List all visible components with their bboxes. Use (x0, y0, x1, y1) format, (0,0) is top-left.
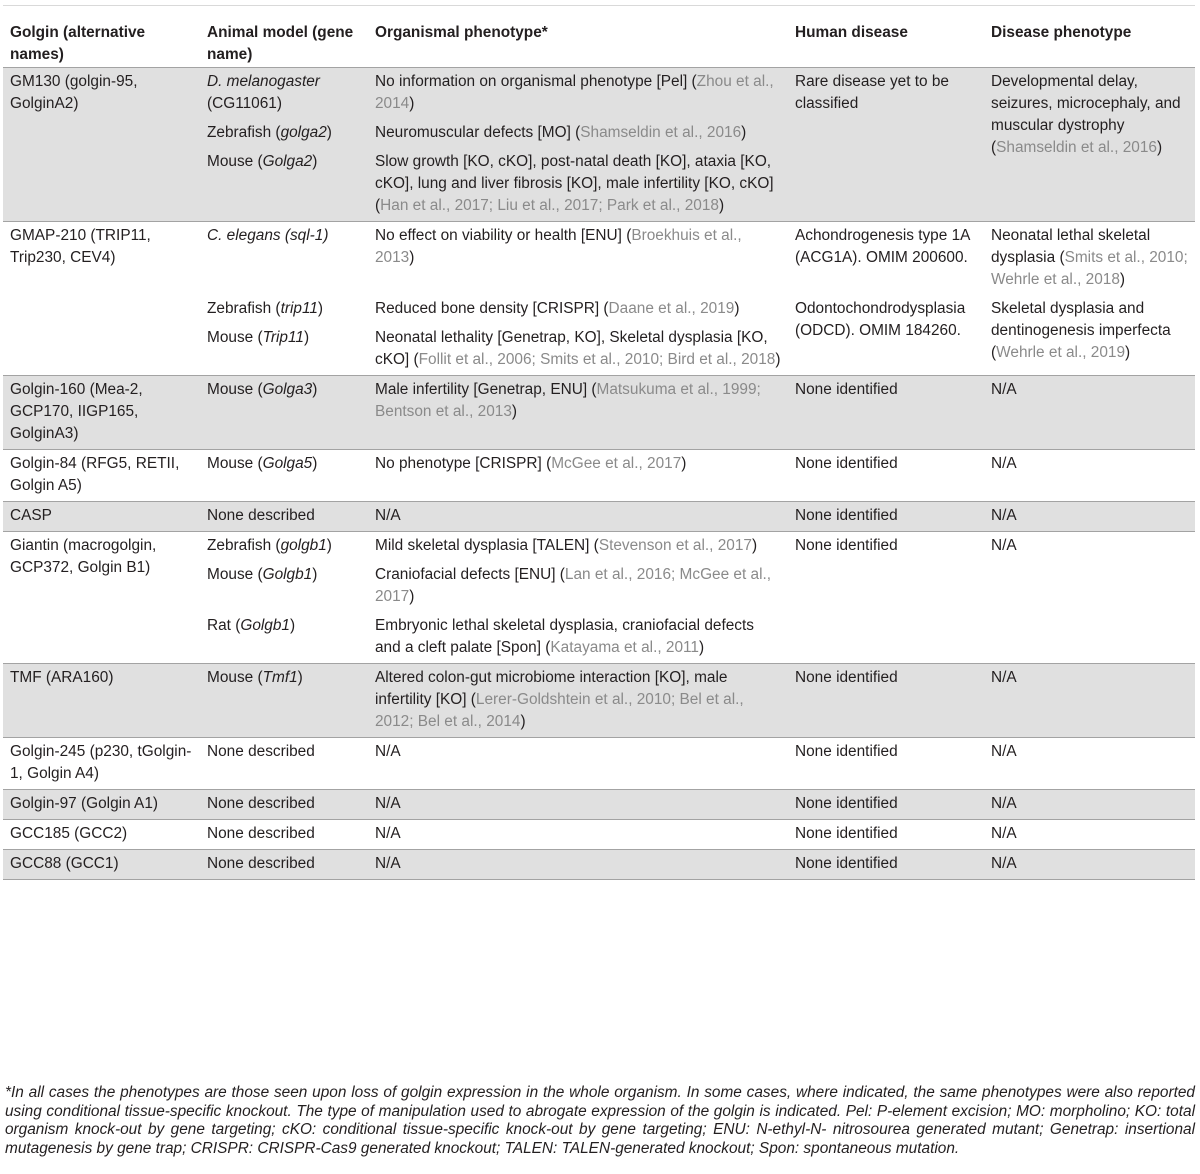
human-disease-cell: None identified (788, 850, 984, 880)
organismal-phenotype-cell (368, 664, 788, 738)
golgin-name-cell: GMAP-210 (TRIP11, Trip230, CEV4) (3, 222, 200, 376)
phenotype-text: N/A (375, 855, 401, 872)
organismal-phenotype-cell (368, 561, 788, 612)
phenotype-close-paren: ) (409, 249, 415, 266)
animal-name: C. elegans (sql-1) (207, 227, 329, 244)
organismal-phenotype-cell (368, 532, 788, 562)
human-disease-cell: None identified (788, 820, 984, 850)
phenotype-text: No phenotype [CRISPR] ( (375, 455, 552, 472)
phenotype-close-paren: ) (741, 124, 747, 141)
gene-name: golga2 (280, 124, 327, 141)
animal-model-cell (200, 820, 368, 850)
disease-phenotype-cell (984, 738, 1195, 790)
organismal-phenotype-cell (368, 450, 788, 502)
animal-model-cell (200, 664, 368, 738)
human-disease-cell: None identified (788, 450, 984, 502)
gene-name: (CG11061) (207, 95, 282, 112)
animal-name: Mouse ( (207, 455, 263, 472)
gene-name: Tmf1 (262, 669, 298, 686)
disease-phenotype-cell (984, 561, 1195, 612)
table-row (3, 450, 1195, 502)
human-disease-cell: Odontochondrodysplasia (ODCD). OMIM 184260. (795, 300, 966, 339)
phenotype-close-paren: ) (751, 537, 758, 554)
gene-name: Golga2 (262, 153, 313, 170)
disease-phenotype-close-paren: ) (1125, 344, 1131, 361)
disease-phenotype-reference: Wehrle et al., 2019 (996, 344, 1126, 361)
human-disease-cell: None identified (788, 664, 984, 738)
disease-phenotype-cell (984, 820, 1195, 850)
animal-model-cell (200, 119, 368, 148)
phenotype-text: N/A (375, 825, 401, 842)
organismal-phenotype-cell (368, 68, 788, 120)
table-body (3, 68, 1195, 880)
table-row (3, 850, 1195, 880)
phenotype-text: Neonatal lethality [Genetrap, KO], Skeletal dysplasia [KO, cKO] ( (375, 329, 768, 368)
phenotype-text: N/A (375, 743, 401, 760)
animal-model-cell (200, 502, 368, 532)
gene-close-paren: ) (326, 124, 332, 141)
golgin-name-cell: Giantin (macrogolgin, GCP372, Golgin B1) (3, 532, 200, 664)
human-disease-cell: Achondrogenesis type 1A (ACG1A). OMIM 200600. (788, 222, 984, 296)
organismal-phenotype-cell (368, 222, 788, 296)
column-header: Animal model (gene name) (200, 6, 368, 68)
disease-phenotype-cell (984, 850, 1195, 880)
human-disease-cell: None identified (788, 790, 984, 820)
table-row (3, 68, 1195, 120)
gene-close-paren: ) (290, 617, 296, 634)
animal-name: Zebrafish ( (207, 537, 281, 554)
gene-name: Trip11 (262, 329, 304, 346)
animal-name: None described (207, 825, 315, 842)
table-row (3, 820, 1195, 850)
disease-phenotype-text: N/A (991, 537, 1017, 554)
disease-phenotype-reference: Shamseldin et al., 2016 (996, 139, 1157, 156)
organismal-phenotype-cell (368, 738, 788, 790)
golgin-name-cell: CASP (3, 502, 200, 532)
phenotype-reference: Lan et al., 2016; McGee et al., 2017 (375, 566, 772, 605)
phenotype-close-paren: ) (409, 95, 415, 112)
disease-phenotype-close-paren: ) (1157, 139, 1163, 156)
golgin-name-cell: Golgin-97 (Golgin A1) (3, 790, 200, 820)
gene-close-paren: ) (326, 537, 332, 554)
phenotype-close-paren: ) (511, 403, 518, 420)
golgin-name-cell: TMF (ARA160) (3, 664, 200, 738)
disease-phenotype-text: Neonatal lethal skeletal dysplasia ( (991, 227, 1151, 266)
phenotype-close-paren: ) (409, 588, 415, 605)
golgin-name-cell: GCC88 (GCC1) (3, 850, 200, 880)
animal-name: Mouse ( (207, 329, 263, 346)
disease-phenotype-cell (984, 612, 1195, 664)
phenotype-close-paren: ) (520, 713, 526, 730)
phenotype-text: Slow growth [KO, cKO], post-natal death [KO], ataxia [KO, cKO], lung and liver fibrosis [KO], male infertility [KO, cKO] ( (375, 153, 774, 214)
organismal-phenotype-cell (368, 820, 788, 850)
disease-phenotype-text: Skeletal dysplasia and dentinogenesis imperfecta ( (991, 300, 1171, 361)
disease-phenotype-cell (984, 68, 1195, 222)
animal-model-cell (200, 376, 368, 450)
human-disease-cell: None identified (788, 532, 984, 562)
organismal-phenotype-cell (368, 850, 788, 880)
phenotype-text: No effect on viability or health [ENU] ( (375, 227, 632, 244)
animal-name: Zebrafish ( (207, 300, 281, 317)
animal-model-cell (200, 222, 368, 296)
phenotype-reference: McGee et al., 2017 (551, 455, 682, 472)
golgin-name-cell: Golgin-84 (RFG5, RETII, Golgin A5) (3, 450, 200, 502)
golgin-name-cell: GCC185 (GCC2) (3, 820, 200, 850)
header-row (3, 6, 1195, 68)
animal-name: None described (207, 507, 315, 524)
animal-model-cell (200, 738, 368, 790)
organismal-phenotype-cell (368, 295, 788, 324)
gene-close-paren: ) (312, 153, 318, 170)
disease-phenotype-cell (984, 790, 1195, 820)
human-disease-cell: None identified (788, 738, 984, 790)
human-disease-cell: None identified (788, 376, 984, 450)
animal-model-cell (200, 850, 368, 880)
animal-model-cell (200, 295, 368, 324)
animal-name: None described (207, 743, 315, 760)
disease-phenotype-cell (984, 532, 1195, 562)
disease-phenotype-text: N/A (991, 825, 1017, 842)
animal-name: Mouse ( (207, 566, 263, 583)
table-row (3, 376, 1195, 450)
golgin-name-cell: Golgin-245 (p230, tGolgin-1, Golgin A4) (3, 738, 200, 790)
column-header: Human disease (788, 6, 984, 68)
disease-phenotype-text: N/A (991, 455, 1017, 472)
golgin-name-cell: Golgin-160 (Mea-2, GCP170, IIGP165, GolginA3) (3, 376, 200, 450)
phenotype-reference: Han et al., 2017; Liu et al., 2017; Park et al., 2018 (380, 197, 719, 214)
phenotype-reference: Broekhuis et al., 2013 (375, 227, 742, 266)
column-header: Disease phenotype (984, 6, 1195, 68)
table-row (3, 532, 1195, 562)
animal-model-cell (200, 612, 368, 664)
table-row (3, 738, 1195, 790)
phenotype-close-paren: ) (734, 300, 740, 317)
animal-name: Mouse ( (207, 381, 263, 398)
disease-phenotype-text: N/A (991, 855, 1017, 872)
phenotype-reference: Katayama et al., 2011 (550, 639, 699, 656)
phenotype-text: Reduced bone density [CRISPR] ( (375, 300, 609, 317)
disease-phenotype-reference: Smits et al., 2010; Wehrle et al., 2018 (991, 249, 1188, 288)
animal-model-cell (200, 68, 368, 120)
organismal-phenotype-cell (368, 790, 788, 820)
phenotype-reference: Daane et al., 2019 (608, 300, 735, 317)
organismal-phenotype-cell (368, 502, 788, 532)
animal-name: Zebrafish ( (207, 124, 281, 141)
gene-close-paren: ) (297, 669, 303, 686)
disease-phenotype-cell (984, 450, 1195, 502)
organismal-phenotype-cell (368, 612, 788, 664)
gene-name: Golgb1 (262, 566, 313, 583)
animal-model-cell (200, 450, 368, 502)
phenotype-text: N/A (375, 795, 401, 812)
gene-name: Golga3 (262, 381, 313, 398)
column-header: Golgin (alternative names) (3, 6, 200, 68)
animal-name: Mouse ( (207, 669, 263, 686)
animal-name: D. melanogaster (207, 73, 320, 90)
phenotype-reference: Lerer-Goldshtein et al., 2010; Bel et al., 2012; Bel et al., 2014 (375, 691, 744, 730)
phenotype-text: No information on organismal phenotype [Pel] ( (375, 73, 697, 90)
human-disease-cell: None identified (788, 502, 984, 532)
phenotype-close-paren: ) (718, 197, 725, 214)
gene-close-paren: ) (317, 300, 324, 317)
table-row (3, 664, 1195, 738)
phenotype-close-paren: ) (681, 455, 687, 472)
disease-phenotype-text: N/A (991, 743, 1017, 760)
disease-phenotype-text: N/A (991, 669, 1017, 686)
human-disease-cell: Rare disease yet to be classified (788, 68, 984, 222)
golgin-table (3, 5, 1195, 880)
organismal-phenotype-cell (368, 376, 788, 450)
phenotype-close-paren: ) (699, 639, 705, 656)
disease-phenotype-text: N/A (991, 507, 1017, 524)
animal-name: Mouse ( (207, 153, 263, 170)
golgin-name-cell: GM130 (golgin-95, GolginA2) (3, 68, 200, 222)
organismal-phenotype-cell (368, 324, 788, 376)
phenotype-reference: Matsukuma et al., 1999; Bentson et al., 2013 (375, 381, 761, 420)
disease-phenotype-close-paren: ) (1119, 271, 1126, 288)
disease-phenotype-text: N/A (991, 795, 1017, 812)
disease-phenotype-text: Developmental delay, seizures, microcephaly, and muscular dystrophy ( (991, 73, 1181, 156)
phenotype-reference: Stevenson et al., 2017 (598, 537, 752, 554)
animal-model-cell (200, 324, 368, 376)
animal-model-cell (200, 532, 368, 562)
phenotype-close-paren: ) (775, 351, 781, 368)
phenotype-text: Altered colon-gut microbiome interaction [KO], male infertility [KO] ( (375, 669, 728, 708)
phenotype-text: Craniofacial defects [ENU] ( (375, 566, 565, 583)
animal-name: None described (207, 855, 315, 872)
gene-name: Golga5 (262, 455, 313, 472)
disease-phenotype-text: N/A (991, 381, 1017, 398)
phenotype-text: Neuromuscular defects [MO] ( (375, 124, 581, 141)
table-row (3, 222, 1195, 296)
disease-phenotype-cell (984, 222, 1195, 296)
animal-name: Rat ( (207, 617, 241, 634)
human-disease-cell (788, 612, 984, 664)
animal-name: None described (207, 795, 315, 812)
phenotype-reference: Shamseldin et al., 2016 (580, 124, 742, 141)
table-row (3, 790, 1195, 820)
gene-name: trip11 (280, 300, 318, 317)
column-header: Organismal phenotype* (368, 6, 788, 68)
phenotype-text: N/A (375, 507, 401, 524)
gene-close-paren: ) (312, 455, 318, 472)
animal-model-cell (200, 790, 368, 820)
gene-close-paren: ) (312, 566, 318, 583)
phenotype-reference: Follit et al., 2006; Smits et al., 2010; Bird et al., 2018 (418, 351, 776, 368)
disease-phenotype-cell (984, 376, 1195, 450)
gene-close-paren: ) (303, 329, 310, 346)
phenotype-text: Embryonic lethal skeletal dysplasia, craniofacial defects and a cleft palate [Spon] ( (375, 617, 754, 656)
organismal-phenotype-cell (368, 148, 788, 222)
disease-phenotype-cell (984, 664, 1195, 738)
gene-name: Golgb1 (240, 617, 290, 634)
phenotype-text: Mild skeletal dysplasia [TALEN] ( (375, 537, 599, 554)
gene-close-paren: ) (312, 381, 318, 398)
phenotype-reference: Zhou et al., 2014 (375, 73, 774, 112)
phenotype-text: Male infertility [Genetrap, ENU] ( (375, 381, 597, 398)
animal-model-cell (200, 148, 368, 222)
gene-name: golgb1 (280, 537, 327, 554)
animal-model-cell (200, 561, 368, 612)
table-footnote: *In all cases the phenotypes are those seen upon loss of golgin expression in the whole organism. In some cases, where indicated, the same phenotypes were also reported using conditional tissue-specific knockout. The type of manipulation used to abrogate expression of the golgin is indicated. Pel: P-element excision; MO: morpholino; KO: total organism knock-out by gene targeting; cKO: conditional tissue-specific knock-out by gene targeting; ENU: N-ethyl-N- nitrosourea generated mutant; Genetrap: insertional mutagenesis by gene trap; CRISPR: CRISPR-Cas9 generated knockout; TALEN: TALEN-generated knockout; Spon: spontaneous mutation. (5, 1084, 1195, 1157)
table-row (3, 502, 1195, 532)
organismal-phenotype-cell (368, 119, 788, 148)
disease-phenotype-cell (984, 502, 1195, 532)
disease-phenotype-cell (984, 295, 1195, 376)
human-disease-cell (788, 561, 984, 612)
table-header (3, 6, 1195, 68)
